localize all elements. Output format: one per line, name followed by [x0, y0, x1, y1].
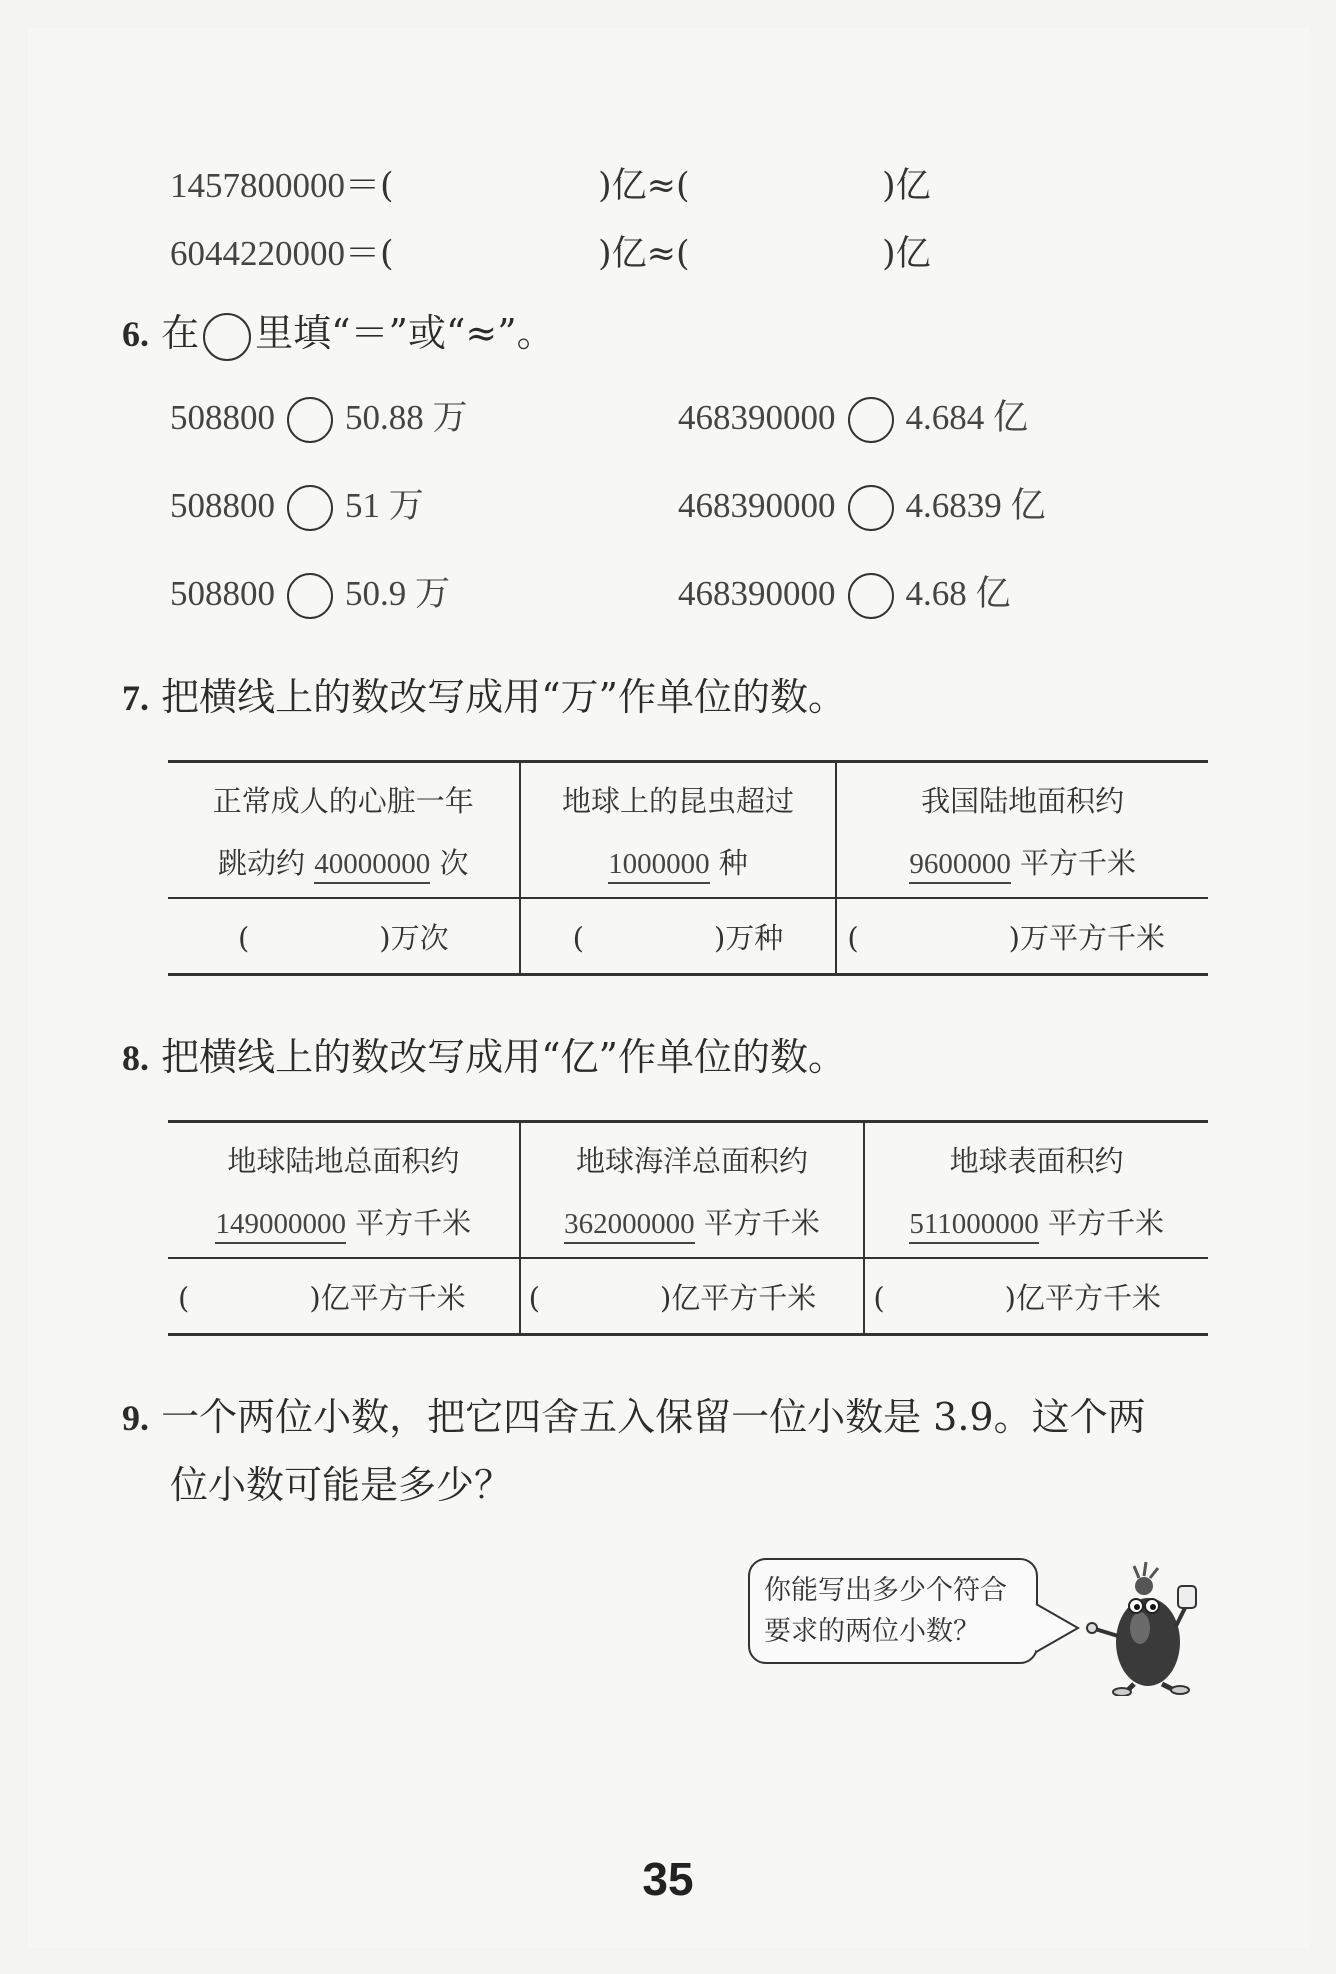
q7-cell-1: 正常成人的心脏一年 跳动约 40000000 次 [168, 762, 520, 899]
q7-answer-1[interactable]: ( )万次 [168, 898, 520, 975]
speech-bubble [748, 1558, 1038, 1664]
q5-number: 1457800000 [170, 166, 345, 205]
q8-answer-3[interactable]: ( )亿平方千米 [864, 1258, 1208, 1335]
question-number: 6. [122, 314, 149, 354]
mascot-character-icon [1084, 1556, 1214, 1696]
q8-cell-2: 地球海洋总面积约 362000000 平方千米 [520, 1122, 865, 1259]
q6-right-1: 468390000 4.684 亿 [678, 390, 1028, 443]
speech-bubble-tail [1034, 1600, 1084, 1660]
q5-row-2-mid: )亿≈( [598, 234, 690, 274]
answer-circle[interactable] [848, 485, 894, 531]
underlined-number: 511000000 [909, 1208, 1038, 1244]
answer-circle[interactable] [287, 485, 333, 531]
bubble-line-1: 你能写出多少个符合 [764, 1575, 1007, 1606]
circle-symbol [203, 313, 251, 361]
q6-left-2: 508800 51 万 [170, 478, 424, 531]
underlined-number: 9600000 [909, 848, 1011, 884]
q5-number: 6044220000 [170, 234, 345, 273]
q5-row-2: 6044220000＝( [170, 234, 394, 274]
q7-cell-3: 我国陆地面积约 9600000 平方千米 [836, 762, 1208, 899]
underlined-number: 1000000 [608, 848, 710, 884]
q6-right-3: 468390000 4.68 亿 [678, 566, 1011, 619]
q6-left-1: 508800 50.88 万 [170, 390, 468, 443]
q7-heading: 7. 把横线上的数改写成用“万”作单位的数。 [122, 675, 846, 719]
q5-row-2-end: )亿 [882, 234, 931, 274]
q7-answer-3[interactable]: ( )万平方千米 [836, 898, 1208, 975]
q8-answer-1[interactable]: ( )亿平方千米 [168, 1258, 520, 1335]
underlined-number: 149000000 [215, 1208, 346, 1244]
q8-heading: 8. 把横线上的数改写成用“亿”作单位的数。 [122, 1035, 846, 1079]
question-number: 8. [122, 1038, 149, 1078]
q5-row-1: 1457800000＝( [170, 166, 394, 206]
q6-heading: 6. 在 里填“＝”或“≈”。 [122, 302, 555, 361]
q8-table [168, 1120, 1208, 1336]
q5-row-1-mid: )亿≈( [598, 166, 690, 206]
q5-row-1-end: )亿 [882, 166, 931, 206]
q8-cell-3: 地球表面积约 511000000 平方千米 [864, 1122, 1208, 1259]
q9-line-1: 9. 一个两位小数，把它四舍五入保留一位小数是 3.9。这个两 [122, 1395, 1146, 1439]
question-number: 7. [122, 678, 149, 718]
page-number: 35 [642, 1853, 694, 1905]
q6-left-3: 508800 50.9 万 [170, 566, 450, 619]
question-number: 9. [122, 1398, 149, 1438]
q9-line-2: 位小数可能是多少？ [170, 1463, 513, 1507]
q7-cell-2: 地球上的昆虫超过 1000000 种 [520, 762, 837, 899]
answer-circle[interactable] [848, 573, 894, 619]
underlined-number: 40000000 [314, 848, 430, 884]
answer-circle[interactable] [848, 397, 894, 443]
q7-table [168, 760, 1208, 976]
answer-circle[interactable] [287, 573, 333, 619]
q8-answer-2[interactable]: ( )亿平方千米 [520, 1258, 865, 1335]
bubble-line-2: 要求的两位小数？ [764, 1616, 980, 1647]
answer-circle[interactable] [287, 397, 333, 443]
underlined-number: 362000000 [564, 1208, 695, 1244]
q7-answer-2[interactable]: ( )万种 [520, 898, 837, 975]
q6-right-2: 468390000 4.6839 亿 [678, 478, 1046, 531]
q8-cell-1: 地球陆地总面积约 149000000 平方千米 [168, 1122, 520, 1259]
